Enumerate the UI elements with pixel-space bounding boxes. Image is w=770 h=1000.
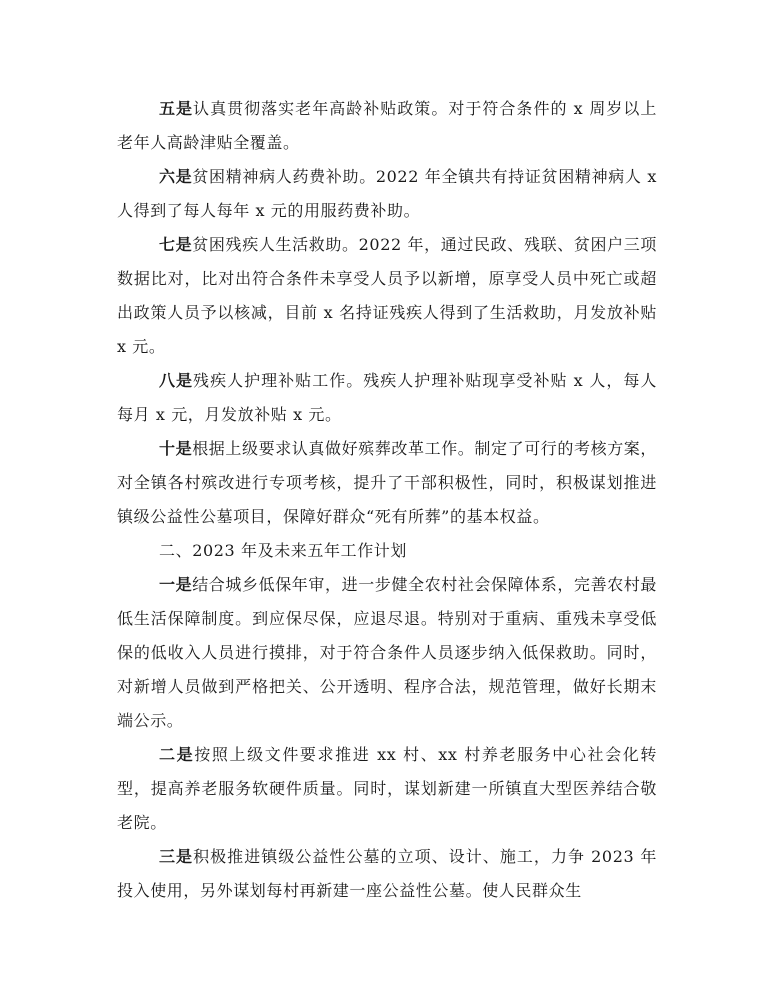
paragraph-lead: 二是 <box>159 745 195 764</box>
paragraph-text: 残疾人护理补贴工作。残疾人护理补贴现享受补贴 x 人，每人每月 x 元，月发放补贴 x 元。 <box>117 371 657 424</box>
paragraph-5 <box>117 92 657 160</box>
paragraph-text: 结合城乡低保年审，进一步健全农村社会保障体系，完善农村最低生活保障制度。到应保尽保，应退尽退。特别对于重病、重残未享受低保的低收入人员进行摸排，对于符合条件人员逐步纳入低保救助。同时，对新增人员做到严格把关、公开透明、程序合法，规范管理，做好长期末端公示。 <box>117 575 658 730</box>
paragraph-text: 认真贯彻落实老年高龄补贴政策。对于符合条件的 x 周岁以上老年人高龄津贴全覆盖。 <box>117 99 657 152</box>
paragraph-7 <box>117 228 657 364</box>
paragraph-lead: 一是 <box>159 575 193 594</box>
paragraph-lead: 八是 <box>159 371 194 390</box>
paragraph-10 <box>117 432 657 534</box>
paragraph-lead: 五是 <box>159 99 194 118</box>
paragraph-lead: 六是 <box>159 167 193 186</box>
document-body <box>117 92 657 908</box>
plan-item-3 <box>117 840 657 908</box>
section-heading-text: 二、2023 年及未来五年工作计划 <box>159 541 408 560</box>
paragraph-8 <box>117 364 657 432</box>
paragraph-text: 贫困残疾人生活救助。2022 年，通过民政、残联、贫困户三项数据比对，比对出符合条件未享受人员予以新增，原享受人员中死亡或超出政策人员予以核减，目前 x 名持证残疾人得到了生活救助，月发放补贴 x 元。 <box>117 235 657 356</box>
section-heading <box>117 534 657 568</box>
paragraph-text: 贫困精神病人药费补助。2022 年全镇共有持证贫困精神病人 x 人得到了每人每年 x 元的用服药费补助。 <box>117 167 658 220</box>
plan-item-1 <box>117 568 657 738</box>
paragraph-lead: 十是 <box>159 439 193 458</box>
plan-item-2 <box>117 738 657 840</box>
paragraph-lead: 三是 <box>159 847 194 866</box>
paragraph-6 <box>117 160 657 228</box>
paragraph-text: 积极推进镇级公益性公墓的立项、设计、施工，力争 2023 年投入使用，另外谋划每村再新建一座公益性公墓。使人民群众生 <box>117 847 657 900</box>
paragraph-text: 按照上级文件要求推进 xx 村、xx 村养老服务中心社会化转型，提高养老服务软硬件质量。同时，谋划新建一所镇直大型医养结合敬老院。 <box>117 745 657 832</box>
paragraph-text: 根据上级要求认真做好殡葬改革工作。制定了可行的考核方案，对全镇各村殡改进行专项考核，提升了干部积极性，同时，积极谋划推进镇级公益性公墓项目，保障好群众“死有所葬”的基本权益。 <box>117 439 658 526</box>
paragraph-lead: 七是 <box>159 235 193 254</box>
